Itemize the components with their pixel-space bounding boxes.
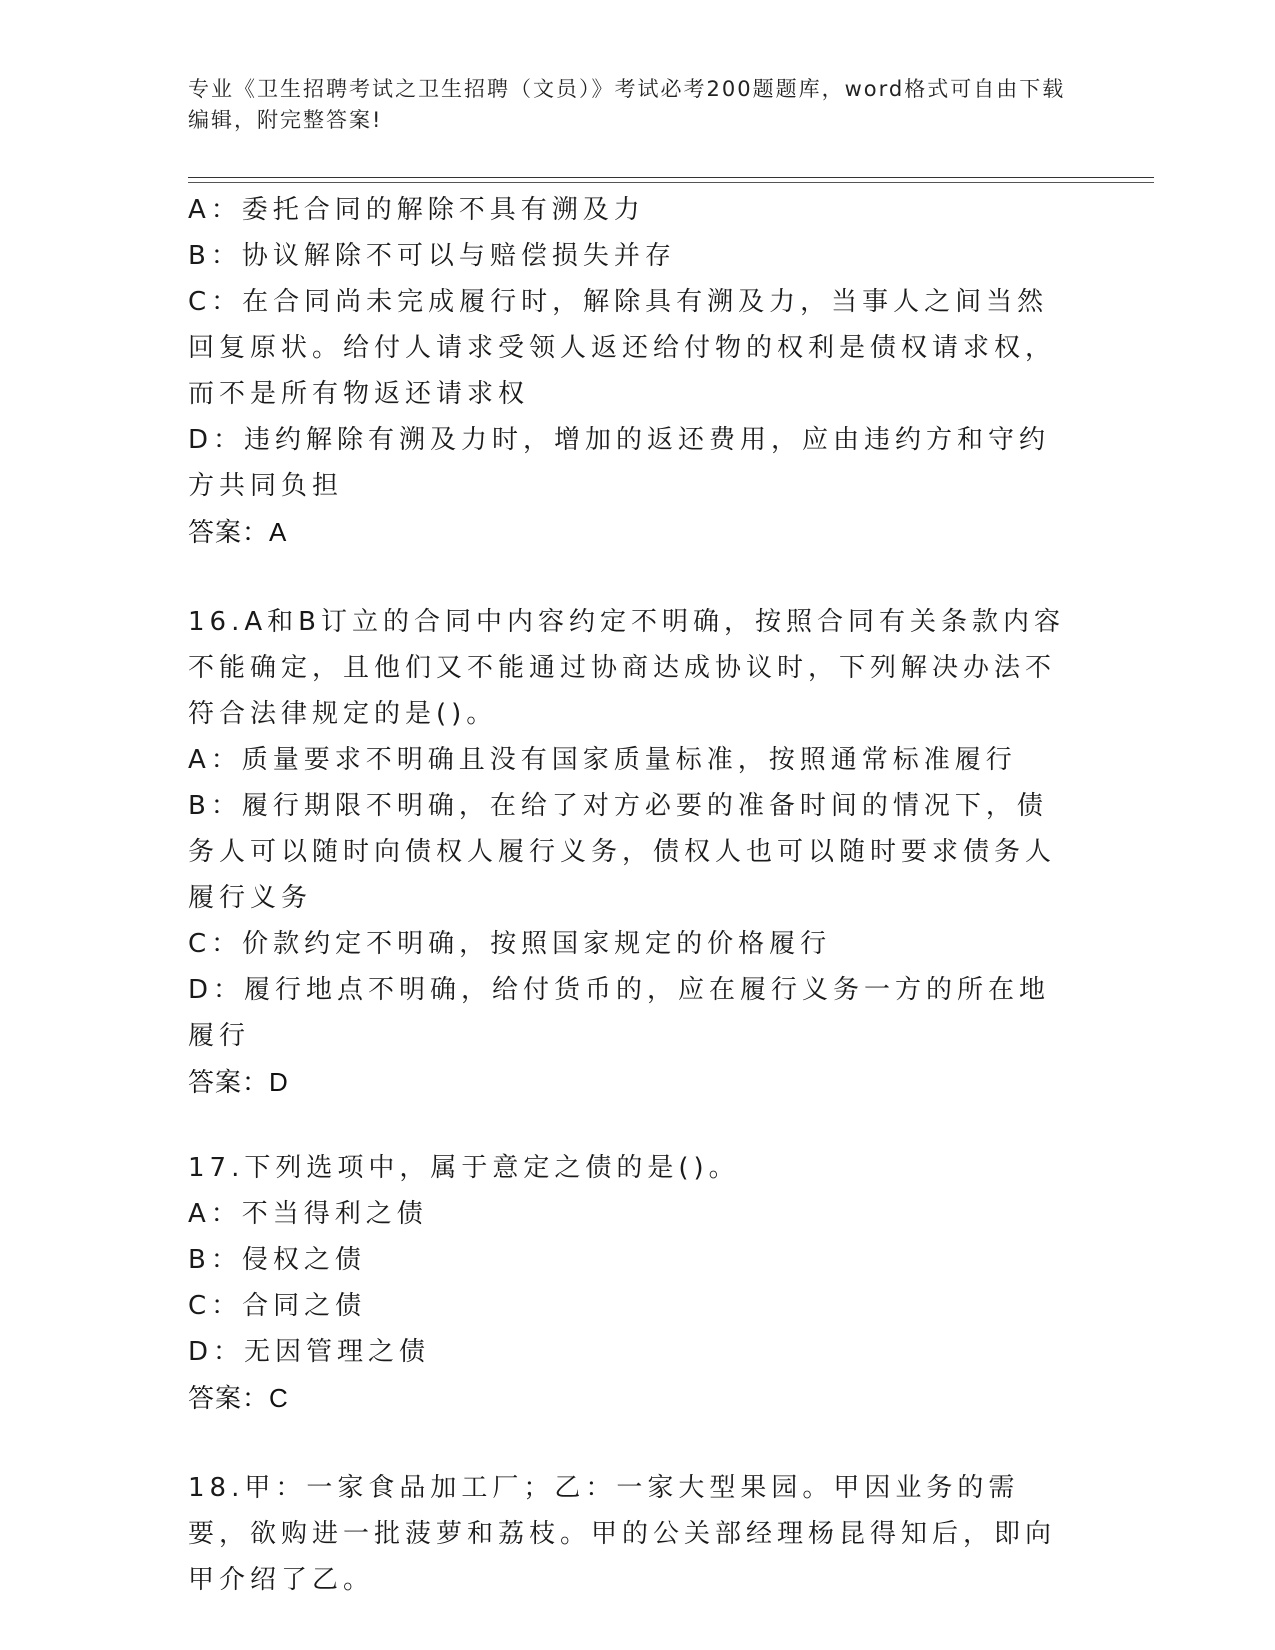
question-stem: 17.下列选项中，属于意定之债的是()。 — [188, 1153, 740, 1183]
question-list — [188, 187, 1078, 1603]
question-16 — [188, 599, 1078, 1105]
spacer — [188, 555, 1078, 599]
option-d: D：违约解除有溯及力时，增加的返还费用，应由违约方和守约方共同负担 — [188, 425, 1051, 501]
option-a: A：不当得利之债 — [188, 1199, 428, 1229]
option-c: C：价款约定不明确，按照国家规定的价格履行 — [188, 929, 832, 959]
option-d: D：无因管理之债 — [188, 1337, 431, 1367]
option-c: C：在合同尚未完成履行时，解除具有溯及力，当事人之间当然回复原状。给付人请求受领人返还给付物的权利是债权请求权，而不是所有物返还请求权 — [188, 287, 1057, 409]
answer-line: 答案：A — [188, 517, 288, 547]
header-divider-thick — [188, 177, 1154, 178]
option-b: B：履行期限不明确，在给了对方必要的准备时间的情况下，债务人可以随时向债权人履行义务，债权人也可以随时要求债务人履行义务 — [188, 791, 1057, 913]
question-stem: 18.甲：一家食品加工厂；乙：一家大型果园。甲因业务的需要，欲购进一批菠萝和荔枝。甲的公关部经理杨昆得知后，即向甲介绍了乙。 — [188, 1473, 1057, 1595]
question-17 — [188, 1145, 1078, 1421]
question-15 — [188, 187, 1078, 555]
option-a: A：质量要求不明确且没有国家质量标准，按照通常标准履行 — [188, 745, 1017, 775]
question-stem: 16.A和B订立的合同中内容约定不明确，按照合同有关条款内容不能确定，且他们又不能通过协商达成协议时，下列解决办法不符合法律规定的是()。 — [188, 607, 1065, 729]
option-a: A：委托合同的解除不具有溯及力 — [188, 195, 645, 225]
spacer — [188, 1105, 1078, 1145]
spacer — [188, 1421, 1078, 1465]
answer-line: 答案：C — [188, 1383, 289, 1413]
question-18 — [188, 1465, 1078, 1603]
option-c: C：合同之债 — [188, 1291, 367, 1321]
option-d: D：履行地点不明确，给付货币的，应在履行义务一方的所在地履行 — [188, 975, 1051, 1051]
option-b: B：侵权之债 — [188, 1245, 366, 1275]
option-b: B：协议解除不可以与赔偿损失并存 — [188, 241, 676, 271]
header-divider-thin — [188, 182, 1154, 183]
answer-line: 答案：D — [188, 1067, 289, 1097]
document-header: 专业《卫生招聘考试之卫生招聘（文员）》考试必考200题题库，word格式可自由下载编辑，附完整答案! — [188, 77, 1066, 132]
